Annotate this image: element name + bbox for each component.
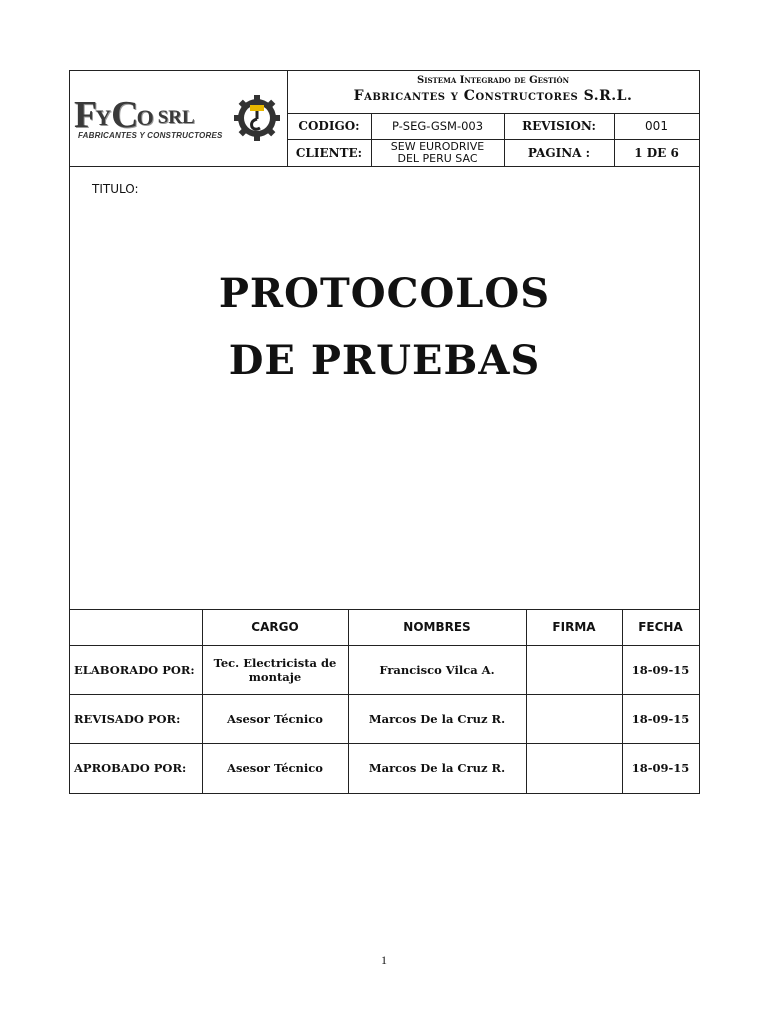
- company-logo: [70, 71, 288, 166]
- elaborado-fecha: 18-09-15: [631, 662, 690, 677]
- logo-tagline: FABRICANTES Y CONSTRUCTORES: [78, 131, 223, 140]
- page-number: 1: [381, 953, 387, 967]
- column-header-cargo: CARGO: [251, 620, 299, 634]
- system-name: Sistema Integrado de Gestión: [416, 75, 570, 86]
- aprobado-cargo: Asesor Técnico: [227, 761, 323, 775]
- column-header-firma: FIRMA: [552, 620, 596, 634]
- revisado-firma: [526, 694, 622, 743]
- elaborado-firma: [526, 645, 622, 694]
- document-body: [69, 166, 700, 794]
- header-title-block: [287, 71, 699, 114]
- cliente-value-line1: SEW EURODRIVE: [390, 140, 485, 153]
- aprobado-nombre: Marcos De la Cruz R.: [368, 761, 506, 775]
- header-divider: [287, 139, 699, 140]
- elaborado-row-label: ELABORADO POR:: [74, 662, 195, 677]
- document-header: [69, 70, 700, 167]
- revisado-cargo: Asesor Técnico: [227, 711, 323, 726]
- gear-hook-icon: [233, 94, 281, 142]
- company-name: Fabricantes y Constructores S.R.L.: [353, 88, 633, 104]
- aprobado-firma: [526, 743, 622, 793]
- cliente-value: [371, 140, 504, 166]
- header-divider: [371, 113, 372, 166]
- revisado-nombre: Marcos De la Cruz R.: [368, 711, 506, 726]
- document-title-line1: PROTOCOLOS: [218, 270, 551, 317]
- column-header-fecha: FECHA: [638, 620, 683, 634]
- cliente-label: CLIENTE:: [295, 146, 363, 160]
- revisado-row-label: REVISADO POR:: [74, 711, 181, 726]
- approval-table: [70, 609, 699, 793]
- document-title-line2: DE PRUEBAS: [228, 337, 541, 384]
- column-header-nombres: NOMBRES: [403, 620, 471, 634]
- logo-wordmark: FYCO SRL: [74, 94, 195, 136]
- codigo-label: CODIGO:: [298, 119, 360, 133]
- pagina-value: 1 DE 6: [634, 146, 679, 160]
- elaborado-cargo: Tec. Electricista de montaje: [213, 655, 337, 684]
- pagina-label: PAGINA :: [527, 146, 591, 160]
- elaborado-nombre: Francisco Vilca A.: [379, 662, 495, 677]
- aprobado-fecha: 18-09-15: [631, 761, 690, 775]
- codigo-value: P-SEG-GSM-003: [391, 119, 484, 133]
- aprobado-row-label: APROBADO POR:: [74, 761, 187, 775]
- header-divider: [614, 113, 615, 166]
- cliente-value-line2: DEL PERU SAC: [397, 152, 478, 165]
- revision-value: 001: [645, 119, 668, 133]
- revisado-fecha: 18-09-15: [631, 711, 690, 726]
- header-divider: [504, 113, 505, 166]
- revision-label: REVISION:: [522, 119, 596, 133]
- titulo-label: TITULO:: [92, 182, 139, 196]
